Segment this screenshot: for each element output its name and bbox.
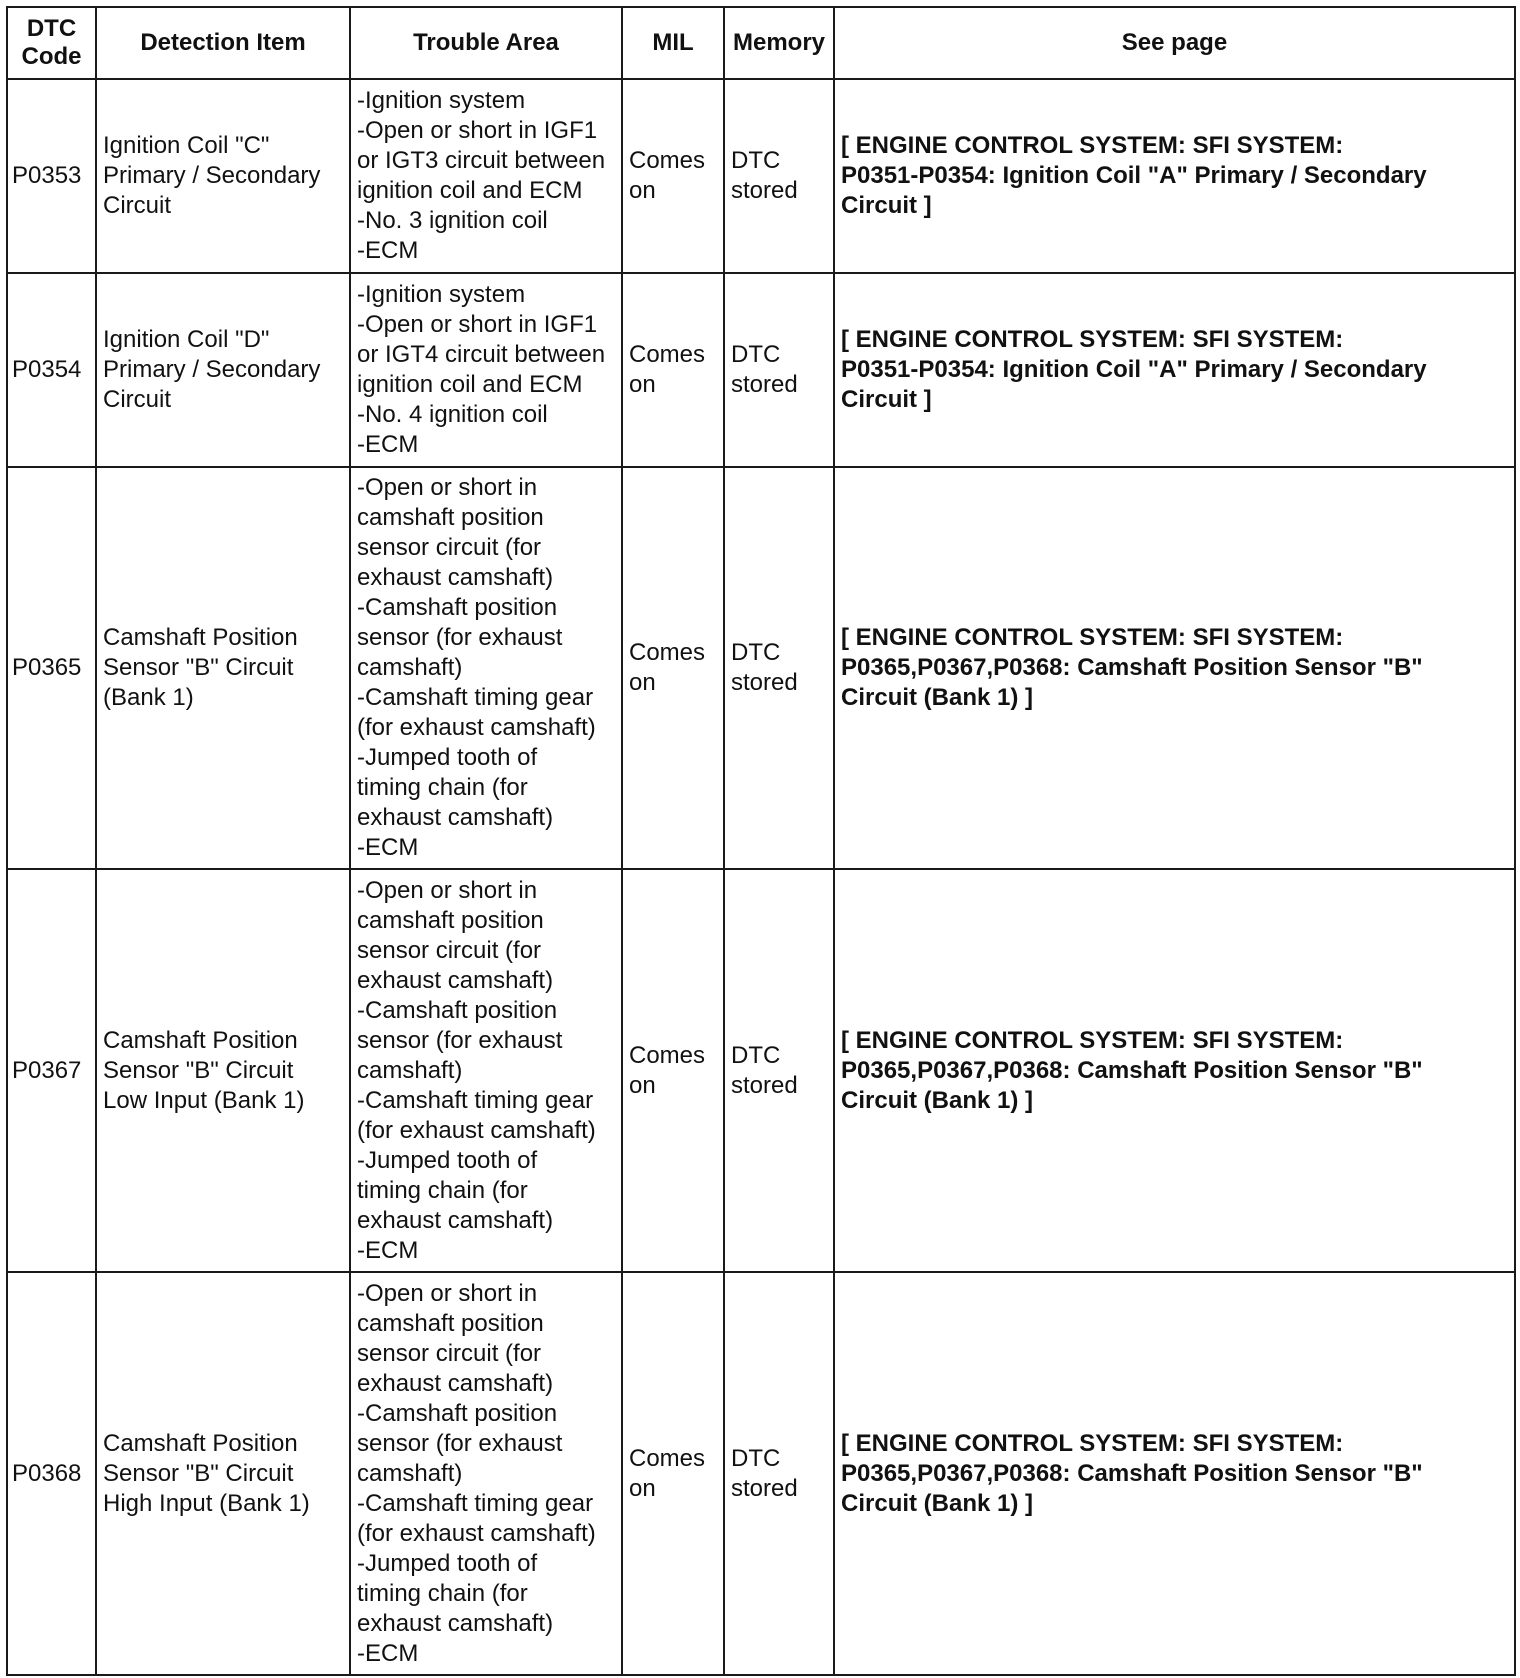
detection-item-cell-line: Primary / Secondary xyxy=(103,356,321,383)
trouble-area-cell-line: sensor (for exhaust xyxy=(357,624,563,651)
detection-item-cell xyxy=(96,273,350,467)
memory-cell-line: stored xyxy=(731,371,798,398)
mil-cell-line: Comes xyxy=(629,1041,706,1069)
trouble-area-cell-line: sensor (for exhaust xyxy=(357,1429,563,1457)
trouble-area-cell-line: -Jumped tooth of xyxy=(357,1549,538,1577)
trouble-area-cell-line: exhaust camshaft) xyxy=(357,1206,554,1234)
dtc-code-cell: P0353 xyxy=(7,79,96,273)
trouble-area-cell-line: -Open or short in xyxy=(357,474,538,501)
memory-cell xyxy=(724,467,834,869)
detection-item-cell-line: Sensor "B" Circuit xyxy=(103,1056,294,1084)
table-row xyxy=(7,869,1515,1272)
trouble-area-cell-line: (for exhaust camshaft) xyxy=(357,714,596,741)
trouble-area-cell-line: -Camshaft timing gear xyxy=(357,1086,594,1114)
trouble-area-cell-line: sensor circuit (for xyxy=(357,534,542,561)
memory-cell-line: DTC xyxy=(731,1444,781,1472)
see-page-link-line: P0365,P0367,P0368: Camshaft Position Sensor "B" xyxy=(841,654,1423,681)
mil-cell-line: Comes xyxy=(629,639,706,666)
see-page-link-line: P0351-P0354: Ignition Coil "A" Primary / Secondary xyxy=(841,162,1427,189)
trouble-area-cell-line: -Open or short in xyxy=(357,876,538,904)
detection-item-cell-line: Camshaft Position xyxy=(103,1429,298,1457)
mil-cell-line: Comes xyxy=(629,341,706,368)
trouble-area-cell-line: timing chain (for xyxy=(357,774,528,801)
table-header-row xyxy=(7,7,1515,79)
trouble-area-cell-line: -Camshaft timing gear xyxy=(357,1489,594,1517)
memory-cell xyxy=(724,869,834,1272)
mil-cell-line: Comes xyxy=(629,147,706,174)
header-detection-item: Detection Item xyxy=(96,7,350,79)
detection-item-cell-line: Circuit xyxy=(103,192,172,219)
trouble-area-cell-line: -No. 3 ignition coil xyxy=(357,207,548,234)
see-page-link-line: [ ENGINE CONTROL SYSTEM: SFI SYSTEM: xyxy=(841,1026,1344,1054)
trouble-area-cell-line: -Ignition system xyxy=(357,87,526,114)
trouble-area-cell-line: exhaust camshaft) xyxy=(357,966,554,994)
trouble-area-cell-line: -Jumped tooth of xyxy=(357,1146,538,1174)
trouble-area-cell-line: sensor circuit (for xyxy=(357,1339,542,1367)
trouble-area-cell-line: -ECM xyxy=(357,237,419,264)
trouble-area-cell-line: (for exhaust camshaft) xyxy=(357,1519,596,1547)
see-page-link-line: Circuit ] xyxy=(841,386,932,413)
trouble-area-cell-line: exhaust camshaft) xyxy=(357,804,554,831)
mil-cell xyxy=(622,79,724,273)
see-page-link[interactable] xyxy=(834,869,1515,1272)
memory-cell-line: DTC xyxy=(731,639,781,666)
dtc-code-cell: P0354 xyxy=(7,273,96,467)
mil-cell xyxy=(622,1272,724,1675)
see-page-link-line: Circuit (Bank 1) ] xyxy=(841,1086,1034,1114)
detection-item-cell-line: Primary / Secondary xyxy=(103,162,321,189)
trouble-area-cell xyxy=(350,869,622,1272)
detection-item-cell xyxy=(96,869,350,1272)
dtc-code-cell: P0365 xyxy=(7,467,96,869)
header-mil: MIL xyxy=(622,7,724,79)
trouble-area-cell-line: sensor circuit (for xyxy=(357,936,542,964)
trouble-area-cell-line: -Camshaft position xyxy=(357,594,558,621)
table-row xyxy=(7,79,1515,273)
see-page-link[interactable] xyxy=(834,79,1515,273)
trouble-area-cell-line: camshaft position xyxy=(357,906,544,934)
dtc-table-frame xyxy=(6,6,1514,1672)
trouble-area-cell-line: -No. 4 ignition coil xyxy=(357,401,548,428)
trouble-area-cell-line: camshaft position xyxy=(357,504,544,531)
see-page-link[interactable] xyxy=(834,1272,1515,1675)
see-page-link[interactable] xyxy=(834,467,1515,869)
see-page-link-line: [ ENGINE CONTROL SYSTEM: SFI SYSTEM: xyxy=(841,326,1344,353)
mil-cell-line: on xyxy=(629,177,656,204)
header-dtc-code-line2: Code xyxy=(21,43,82,70)
see-page-link-line: Circuit ] xyxy=(841,192,932,219)
trouble-area-cell-line: timing chain (for xyxy=(357,1176,528,1204)
table-row xyxy=(7,467,1515,869)
mil-cell xyxy=(622,467,724,869)
trouble-area-cell-line: camshaft position xyxy=(357,1309,544,1337)
trouble-area-cell-line: exhaust camshaft) xyxy=(357,564,554,591)
mil-cell-line: on xyxy=(629,371,656,398)
see-page-link-line: P0365,P0367,P0368: Camshaft Position Sensor "B" xyxy=(841,1056,1423,1084)
trouble-area-cell-line: camshaft) xyxy=(357,1056,463,1084)
memory-cell-line: DTC xyxy=(731,341,781,368)
detection-item-cell-line: Ignition Coil "C" xyxy=(103,132,270,159)
memory-cell-line: stored xyxy=(731,669,798,696)
dtc-table xyxy=(6,6,1516,1676)
trouble-area-cell-line: sensor (for exhaust xyxy=(357,1026,563,1054)
trouble-area-cell-line: camshaft) xyxy=(357,654,463,681)
memory-cell-line: DTC xyxy=(731,147,781,174)
mil-cell xyxy=(622,273,724,467)
trouble-area-cell xyxy=(350,1272,622,1675)
see-page-link-line: [ ENGINE CONTROL SYSTEM: SFI SYSTEM: xyxy=(841,132,1344,159)
memory-cell-line: stored xyxy=(731,1071,798,1099)
see-page-link-line: Circuit (Bank 1) ] xyxy=(841,1489,1034,1517)
memory-cell-line: stored xyxy=(731,1474,798,1502)
detection-item-cell xyxy=(96,79,350,273)
trouble-area-cell-line: -Jumped tooth of xyxy=(357,744,538,771)
trouble-area-cell-line: or IGT3 circuit between xyxy=(357,147,606,174)
header-trouble-area: Trouble Area xyxy=(350,7,622,79)
memory-cell xyxy=(724,79,834,273)
header-dtc-code-line1: DTC xyxy=(26,15,77,42)
detection-item-cell-line: Sensor "B" Circuit xyxy=(103,1459,294,1487)
trouble-area-cell-line: camshaft) xyxy=(357,1459,463,1487)
detection-item-cell-line: Ignition Coil "D" xyxy=(103,326,270,353)
trouble-area-cell-line: -Open or short in IGF1 xyxy=(357,117,598,144)
memory-cell-line: DTC xyxy=(731,1041,781,1069)
trouble-area-cell-line: -Camshaft position xyxy=(357,996,558,1024)
trouble-area-cell-line: -Ignition system xyxy=(357,281,526,308)
trouble-area-cell-line: -Open or short in xyxy=(357,1279,538,1307)
trouble-area-cell-line: -ECM xyxy=(357,1236,419,1264)
memory-cell xyxy=(724,1272,834,1675)
detection-item-cell-line: High Input (Bank 1) xyxy=(103,1489,310,1517)
detection-item-cell xyxy=(96,467,350,869)
trouble-area-cell-line: -Camshaft timing gear xyxy=(357,684,594,711)
table-row xyxy=(7,273,1515,467)
see-page-link-line: [ ENGINE CONTROL SYSTEM: SFI SYSTEM: xyxy=(841,1429,1344,1457)
trouble-area-cell-line: ignition coil and ECM xyxy=(357,177,583,204)
trouble-area-cell-line: -ECM xyxy=(357,834,419,861)
see-page-link-line: P0351-P0354: Ignition Coil "A" Primary / Secondary xyxy=(841,356,1427,383)
trouble-area-cell-line: -Open or short in IGF1 xyxy=(357,311,598,338)
see-page-link[interactable] xyxy=(834,273,1515,467)
trouble-area-cell-line: -ECM xyxy=(357,431,419,458)
dtc-code-cell: P0367 xyxy=(7,869,96,1272)
memory-cell-line: stored xyxy=(731,177,798,204)
trouble-area-cell xyxy=(350,273,622,467)
header-dtc-code xyxy=(7,7,96,79)
detection-item-cell-line: Camshaft Position xyxy=(103,1026,298,1054)
header-see-page: See page xyxy=(834,7,1515,79)
trouble-area-cell-line: -ECM xyxy=(357,1639,419,1667)
trouble-area-cell-line: timing chain (for xyxy=(357,1579,528,1607)
see-page-link-line: Circuit (Bank 1) ] xyxy=(841,684,1034,711)
header-memory: Memory xyxy=(724,7,834,79)
trouble-area-cell xyxy=(350,467,622,869)
trouble-area-cell-line: exhaust camshaft) xyxy=(357,1609,554,1637)
detection-item-cell-line: (Bank 1) xyxy=(103,684,194,711)
detection-item-cell-line: Camshaft Position xyxy=(103,624,298,651)
detection-item-cell-line: Circuit xyxy=(103,386,172,413)
detection-item-cell-line: Sensor "B" Circuit xyxy=(103,654,294,681)
detection-item-cell xyxy=(96,1272,350,1675)
trouble-area-cell-line: exhaust camshaft) xyxy=(357,1369,554,1397)
mil-cell-line: on xyxy=(629,1071,656,1099)
trouble-area-cell-line: -Camshaft position xyxy=(357,1399,558,1427)
trouble-area-cell-line: ignition coil and ECM xyxy=(357,371,583,398)
mil-cell-line: on xyxy=(629,669,656,696)
memory-cell xyxy=(724,273,834,467)
see-page-link-line: [ ENGINE CONTROL SYSTEM: SFI SYSTEM: xyxy=(841,624,1344,651)
trouble-area-cell-line: (for exhaust camshaft) xyxy=(357,1116,596,1144)
see-page-link-line: P0365,P0367,P0368: Camshaft Position Sensor "B" xyxy=(841,1459,1423,1487)
detection-item-cell-line: Low Input (Bank 1) xyxy=(103,1086,305,1114)
dtc-code-cell: P0368 xyxy=(7,1272,96,1675)
table-row xyxy=(7,1272,1515,1675)
trouble-area-cell-line: or IGT4 circuit between xyxy=(357,341,606,368)
trouble-area-cell xyxy=(350,79,622,273)
mil-cell xyxy=(622,869,724,1272)
mil-cell-line: Comes xyxy=(629,1444,706,1472)
mil-cell-line: on xyxy=(629,1474,656,1502)
